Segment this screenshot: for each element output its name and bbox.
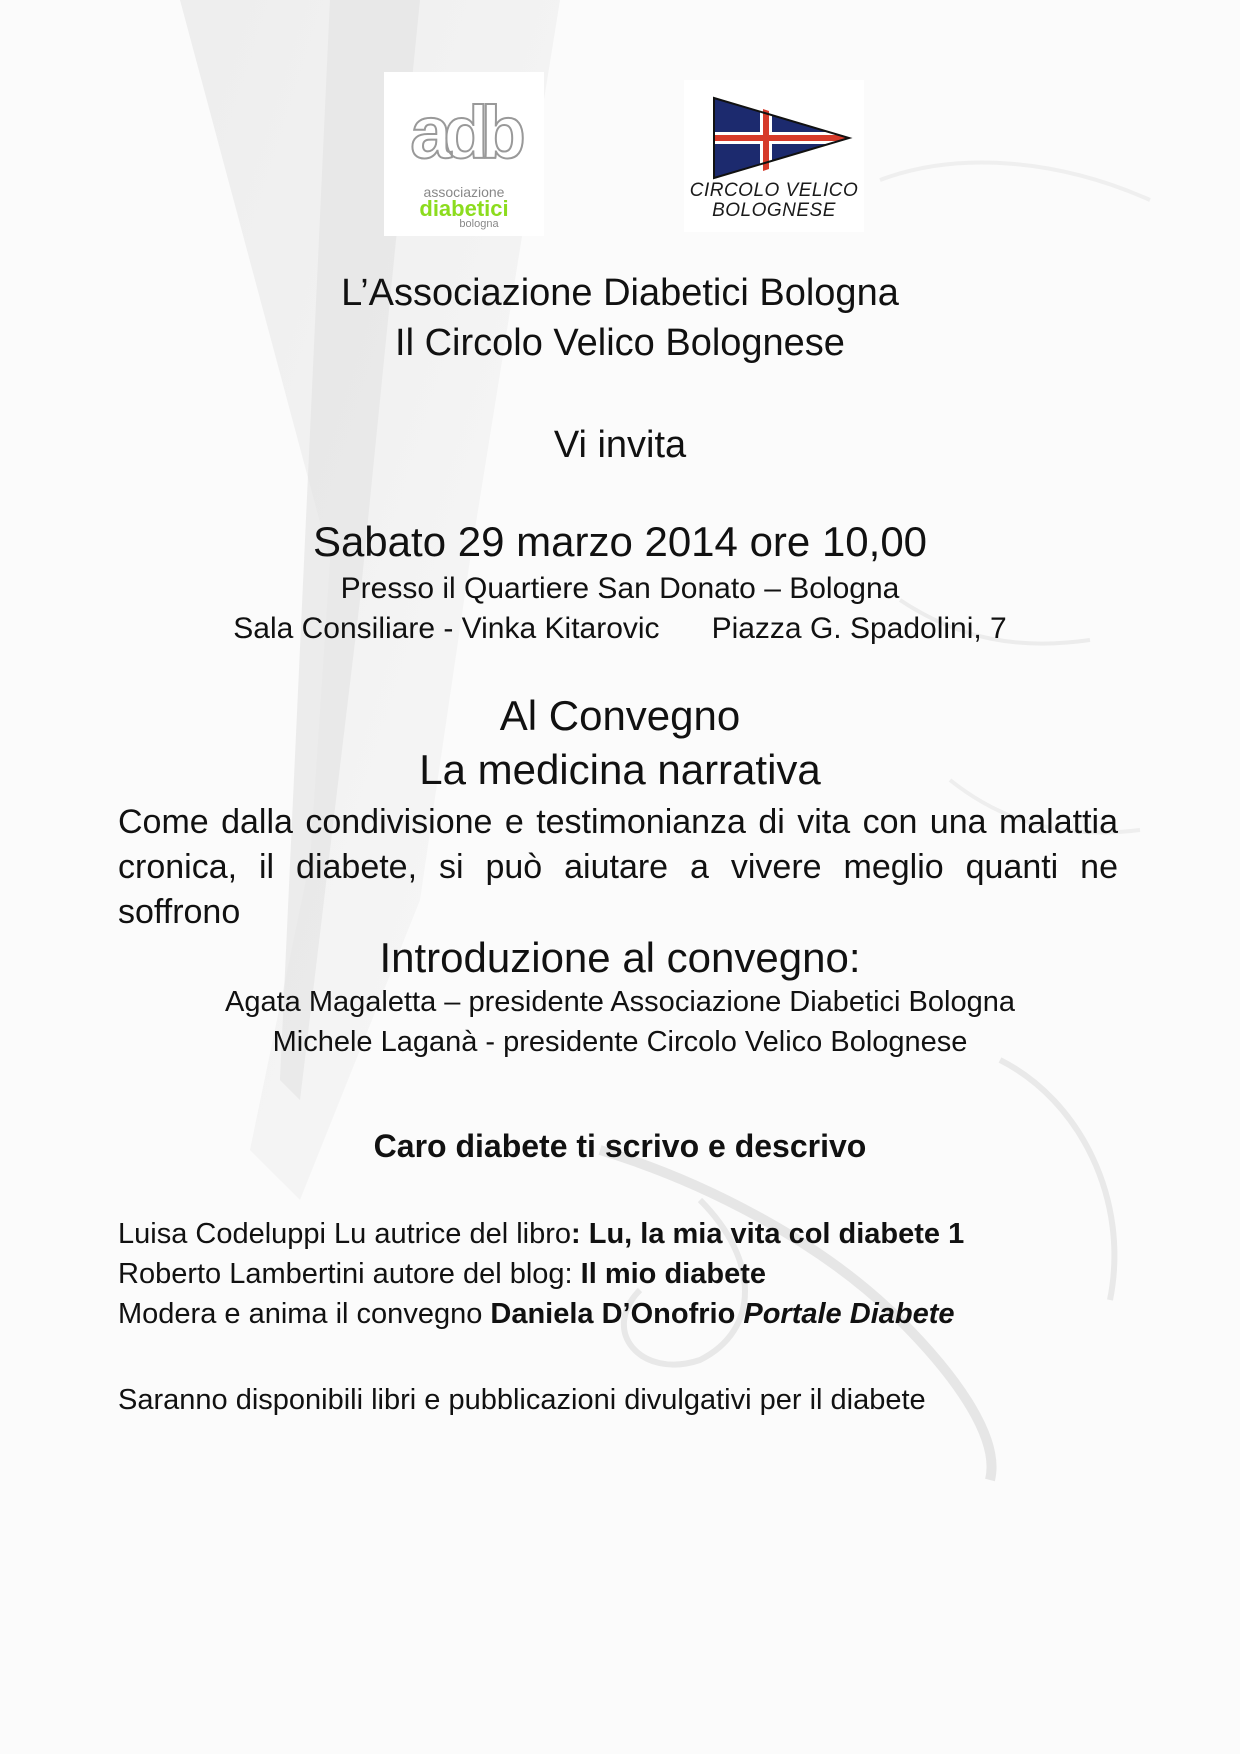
speaker2-blog: Il mio diabete bbox=[580, 1258, 766, 1290]
footer-note: Saranno disponibili libri e pubblicazioni divulgativi per il diabete bbox=[118, 1384, 926, 1416]
event-address: Piazza G. Spadolini, 7 bbox=[711, 612, 1007, 645]
speaker-line2 bbox=[118, 1258, 766, 1291]
convegno-title: La medicina narrativa bbox=[419, 746, 821, 793]
speaker1-book: : Lu, la mia vita col diabete 1 bbox=[571, 1218, 965, 1250]
moderator-site: Portale Diabete bbox=[743, 1298, 955, 1330]
event-date: Sabato 29 marzo 2014 ore 10,00 bbox=[312, 518, 928, 565]
speaker2-prefix: Roberto Lambertini autore del blog: bbox=[118, 1258, 581, 1290]
adb-logo-letters: adb bbox=[410, 91, 518, 174]
header-line1: L’Associazione Diabetici Bologna bbox=[341, 272, 899, 314]
adb-logo-line3: bologna bbox=[459, 218, 499, 230]
speaker-line1 bbox=[118, 1218, 964, 1251]
adb-logo-line2: diabetici bbox=[419, 196, 509, 221]
cvb-logo bbox=[684, 80, 864, 232]
intro-speaker2: Michele Laganà - presidente Circolo Velico Bolognese bbox=[272, 1026, 968, 1058]
adb-logo bbox=[384, 72, 544, 236]
header-line2: Il Circolo Velico Bolognese bbox=[395, 322, 845, 364]
speaker1-prefix: Luisa Codeluppi Lu autrice del libro bbox=[118, 1218, 572, 1250]
event-room: Sala Consiliare - Vinka Kitarovic bbox=[233, 612, 660, 645]
cvb-logo-line1: CIRCOLO VELICO bbox=[689, 180, 859, 201]
convegno-label: Al Convegno bbox=[499, 692, 741, 739]
invite-text: Vi invita bbox=[553, 424, 687, 466]
convegno-description: Come dalla condivisione e testimonianza di vita con una malattia cronica, il diabete, si può aiutare a vivere meglio quanti ne soffrono bbox=[118, 803, 1118, 931]
section-title: Caro diabete ti scrivo e descrivo bbox=[373, 1128, 867, 1164]
intro-heading: Introduzione al convegno: bbox=[379, 934, 861, 981]
speaker-line3 bbox=[118, 1298, 955, 1331]
burgee-flag-icon bbox=[684, 88, 864, 188]
moderator-name: Daniela D’Onofrio bbox=[490, 1298, 744, 1330]
speaker3-prefix: Modera e anima il convegno bbox=[118, 1298, 491, 1330]
adb-logo-line1: associazione bbox=[423, 184, 505, 200]
event-room-address bbox=[0, 612, 1240, 646]
intro-speaker1: Agata Magaletta – presidente Associazione Diabetici Bologna bbox=[225, 986, 1015, 1018]
cvb-logo-line2: BOLOGNESE bbox=[712, 200, 836, 221]
event-place: Presso il Quartiere San Donato – Bologna bbox=[340, 572, 900, 605]
